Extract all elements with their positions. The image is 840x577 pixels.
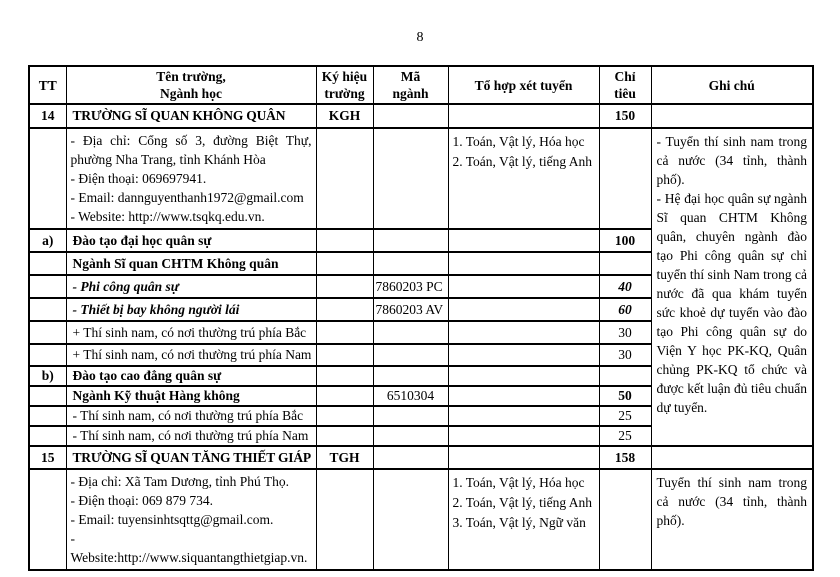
cell-tt-empty [29,298,66,321]
cell-south-dh-quota: 30 [599,344,651,366]
cell-contact-15 [66,469,316,570]
cell-pilot-major-code: 7860203 PC [373,275,448,298]
cell-tt-empty [29,344,66,366]
cell-note-15 [651,469,813,570]
cell-tt-empty [29,406,66,426]
admissions-table [28,65,814,571]
cell-code-empty [316,344,373,366]
cell-code-empty [316,321,373,344]
cell-uav-name: - Thiết bị bay không người lái [66,298,316,321]
cell-quota-14: 150 [599,104,651,128]
cell-combo-15 [448,469,599,570]
school-14-email: - Email: dannguyenthanh1972@gmail.com [70,190,304,205]
header-note: Ghi chú [651,66,813,104]
cell-major-code-empty [373,128,448,229]
cell-combo-empty [448,426,599,446]
note-14-para-1: - Tuyển thí sinh nam trong cả nước (34 tỉnh, thành phố). [656,134,807,187]
cell-school-name-14: TRƯỜNG SĨ QUAN KHÔNG QUÂN [66,104,316,128]
cell-north-cd-quota: 25 [599,406,651,426]
combo-15-item-3: 3. Toán, Vật lý, Ngữ văn [452,515,586,530]
cell-tt-empty [29,469,66,570]
row-school-14-info [29,128,813,229]
cell-tt-empty [29,386,66,406]
cell-note-empty [651,446,813,469]
combo-15-item-2: 2. Toán, Vật lý, tiếng Anh [452,495,593,510]
cell-combo-empty [448,229,599,252]
header-quota [599,66,651,104]
row-school-14 [29,104,813,128]
cell-note-14 [651,128,813,446]
cell-south-cd-quota: 25 [599,426,651,446]
cell-uav-major-code: 7860203 AV [373,298,448,321]
school-15-email: - Email: tuyensinhtsqttg@gmail.com. [70,512,274,527]
cell-tt-empty [29,128,66,229]
cell-combo-empty [448,298,599,321]
cell-school-code-15: TGH [316,446,373,469]
cell-tt-14: 14 [29,104,66,128]
note-14-para-2: - Hệ đại học quân sự ngành Sĩ quan CHTM Không quân, chuyên ngành đào tạo Phi công quân sự chỉ tuyển thí sinh Nam trong cả nước đã qua khám tuyển sức khoẻ dự tuyển vào đào tạo Phi công quân sự do Viện Y học PK-KQ, Quân chủng PK-KQ tổ chức và được kết luận đủ tiêu chuẩn dự tuyển. [656,191,807,415]
cell-pilot-name: - Phi công quân sự [66,275,316,298]
cell-major-code-empty [373,426,448,446]
cell-major-code-empty [373,344,448,366]
cell-tt-empty [29,275,66,298]
header-code-line1: Ký hiệu [321,69,368,84]
row-school-15-info [29,469,813,570]
cell-uav-quota: 60 [599,298,651,321]
header-quota-line1: Chỉ [614,69,636,84]
cell-quota-empty [599,128,651,229]
cell-pilot-quota: 40 [599,275,651,298]
cell-combo-empty [448,446,599,469]
school-15-phone: - Điện thoại: 069 879 734. [70,493,213,508]
cell-code-empty [316,128,373,229]
cell-aviation-major-code: 6510304 [373,386,448,406]
combo-14-item-2: 2. Toán, Vật lý, tiếng Anh [452,154,593,169]
cell-code-empty [316,275,373,298]
note-15-para: Tuyển thí sinh nam trong cả nước (34 tỉnh, thành phố). [656,475,807,528]
cell-quota-a: 100 [599,229,651,252]
header-quota-line2: tiêu [614,86,636,101]
school-14-address: - Địa chỉ: Cổng số 3, đường Biệt Thự, phường Nha Trang, tỉnh Khánh Hòa [70,133,312,167]
cell-major-code-empty [373,321,448,344]
cell-code-empty [316,426,373,446]
cell-combo-empty [448,386,599,406]
cell-north-dh-quota: 30 [599,321,651,344]
header-combo: Tổ hợp xét tuyển [448,66,599,104]
cell-major-code-empty [373,446,448,469]
cell-combo-empty [448,321,599,344]
cell-north-dh-name: + Thí sinh nam, có nơi thường trú phía Bắc [66,321,316,344]
school-15-address: - Địa chỉ: Xã Tam Dương, tỉnh Phú Thọ. [70,474,289,489]
cell-combo-empty [448,406,599,426]
school-14-phone: - Điện thoại: 069697941. [70,171,207,186]
cell-major-code-empty [373,366,448,386]
cell-quota-empty [599,469,651,570]
cell-code-empty [316,406,373,426]
page-number: 8 [416,30,424,45]
cell-school-name-15: TRƯỜNG SĨ QUAN TĂNG THIẾT GIÁP [66,446,316,469]
cell-quota-empty [599,366,651,386]
cell-code-empty [316,229,373,252]
cell-north-cd-name: - Thí sinh nam, có nơi thường trú phía Bắc [66,406,316,426]
cell-combo-empty [448,344,599,366]
header-school-line1: Tên trường, [156,69,226,84]
cell-combo-empty [448,104,599,128]
cell-section-a-name: Đào tạo đại học quân sự [66,229,316,252]
cell-major-chtm-name: Ngành Sĩ quan CHTM Không quân [66,252,316,275]
cell-code-empty [316,366,373,386]
cell-quota-empty [599,252,651,275]
cell-tt-empty [29,426,66,446]
school-15-website: - Website:http://www.siquantangthietgiap.vn. [70,531,308,565]
cell-major-code-empty [373,406,448,426]
table-header-row [29,66,813,104]
cell-tt-15: 15 [29,446,66,469]
school-14-website: - Website: http://www.tsqkq.edu.vn. [70,209,265,224]
cell-combo-empty [448,366,599,386]
cell-major-code-empty [373,229,448,252]
header-tt: TT [29,66,66,104]
header-code [316,66,373,104]
header-school-line2: Ngành học [160,86,222,101]
cell-major-code-empty [373,252,448,275]
combo-15-item-1: 1. Toán, Vật lý, Hóa học [452,475,585,490]
cell-contact-14 [66,128,316,229]
header-code-line2: trường [324,86,365,101]
cell-tt-empty [29,321,66,344]
cell-combo-empty [448,275,599,298]
cell-aviation-quota: 50 [599,386,651,406]
cell-south-dh-name: + Thí sinh nam, có nơi thường trú phía Nam [66,344,316,366]
cell-code-empty [316,252,373,275]
cell-school-code-14: KGH [316,104,373,128]
cell-section-b-name: Đào tạo cao đẳng quân sự [66,366,316,386]
cell-quota-15: 158 [599,446,651,469]
cell-code-empty [316,298,373,321]
cell-aviation-name: Ngành Kỹ thuật Hàng không [66,386,316,406]
header-major-line2: ngành [392,86,429,101]
row-school-15 [29,446,813,469]
cell-tt-empty [29,252,66,275]
header-major-line1: Mã [400,69,421,84]
cell-south-cd-name: - Thí sinh nam, có nơi thường trú phía Nam [66,426,316,446]
cell-tt-b: b) [29,366,66,386]
cell-code-empty [316,469,373,570]
cell-code-empty [316,386,373,406]
cell-major-code-empty [373,104,448,128]
cell-note-empty [651,104,813,128]
combo-14-item-1: 1. Toán, Vật lý, Hóa học [452,134,585,149]
header-major-code [373,66,448,104]
cell-combo-14 [448,128,599,229]
cell-combo-empty [448,252,599,275]
cell-tt-a: a) [29,229,66,252]
cell-major-code-empty [373,469,448,570]
header-school [66,66,316,104]
